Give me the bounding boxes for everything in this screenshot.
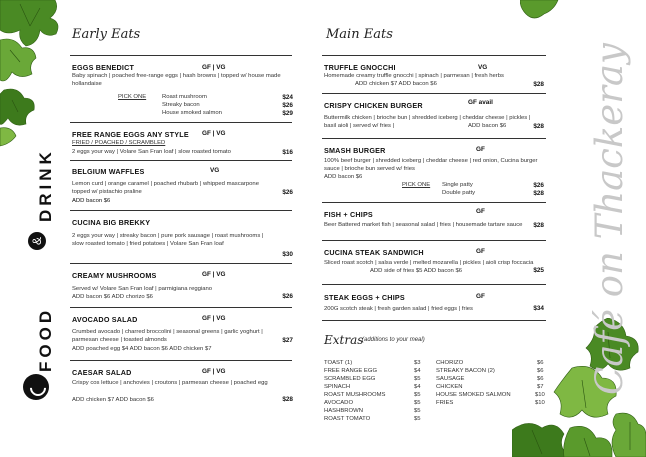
extra-price: $3 <box>414 360 421 366</box>
menu-item-desc: Crumbed avocado | charred broccolini | seasonal greens | garlic yoghurt | parmesan cheese | toasted almonds <box>72 329 263 344</box>
menu-item-name: CUCINA STEAK SANDWICH <box>324 248 424 257</box>
menu-item-price: $28 <box>533 81 544 88</box>
diet-tag: VG <box>478 64 488 71</box>
menu-item-price: $34 <box>533 305 544 312</box>
extra-label: SAUSAGE <box>436 376 465 382</box>
extra-label: ROAST TOMATO <box>324 416 371 422</box>
extra-price: $5 <box>414 376 421 382</box>
extra-price: $7 <box>537 384 544 390</box>
menu-item-price: $25 <box>533 267 544 274</box>
menu-item-desc: Buttermilk chicken | brioche bun | shredded iceberg | cheddar cheese | pickles | basil aioli | served w/ fries | <box>324 115 531 130</box>
extra-label: SPINACH <box>324 384 351 390</box>
diet-tag: GF <box>476 248 485 255</box>
divider <box>322 55 546 56</box>
drink-word: DRINK <box>36 148 55 222</box>
divider <box>70 210 292 211</box>
extra-label: HASHBROWN <box>324 408 363 414</box>
option-price: $24 <box>282 94 293 101</box>
menu-item-add: ADD bacon $6 <box>468 123 507 129</box>
extra-label: TOAST (1) <box>324 360 353 366</box>
divider <box>70 122 292 123</box>
menu-item-price: $26 <box>282 189 293 196</box>
menu-item-desc: 2 eggs your way | streaky bacon | pure pork sausage | roast mushrooms | slow roasted tomato | fried potatoes | Volare San Fran loaf <box>72 233 264 248</box>
style-options: FRIED / POACHED / SCRAMBLED <box>72 140 166 146</box>
food-word: FOOD <box>36 306 55 372</box>
menu-item-price: $16 <box>282 149 293 156</box>
menu-item-price: $28 <box>533 222 544 229</box>
menu-item-desc: 2 eggs your way | Volare San Fran loaf | slow roasted tomato <box>72 149 231 155</box>
extra-price: $4 <box>414 368 421 374</box>
menu-item-add: ADD chicken $7 ADD bacon $6 <box>72 397 154 403</box>
menu-item-desc: Baby spinach | poached free-range eggs | hash browns | topped w/ house made hollandaise <box>72 73 281 88</box>
menu-item-add <box>72 197 110 205</box>
divider <box>322 138 546 139</box>
extra-label: CHICKEN <box>436 384 463 390</box>
menu-item-name: TRUFFLE GNOCCHI <box>324 63 396 72</box>
extra-price: $5 <box>414 416 421 422</box>
diet-tag: GF | VG <box>202 130 226 137</box>
menu-item-name: CUCINA BIG BREKKY <box>72 218 151 227</box>
extra-price: $6 <box>537 376 544 382</box>
divider <box>322 202 546 203</box>
extra-label: CHORIZO <box>436 360 464 366</box>
extras-subheading: (additions to your meal) <box>362 337 425 343</box>
menu-item-desc: 200G scotch steak | fresh garden salad | fried eggs | fries <box>324 306 473 312</box>
extra-price: $5 <box>414 400 421 406</box>
option-label: House smoked salmon <box>162 110 222 116</box>
menu-item-desc: 100% beef burger | shredded iceberg | cheddar cheese | red onion, Cucina burger sauce | brioche bun served w/ fries <box>324 158 538 173</box>
menu-item-name: EGGS BENEDICT <box>72 63 135 72</box>
pick-one-label: PICK ONE <box>118 94 147 100</box>
pick-one-label: PICK ONE <box>402 182 431 188</box>
diet-tag: GF | VG <box>202 368 226 375</box>
menu-item-name: CAESAR SALAD <box>72 368 132 377</box>
option-label: Streaky bacon <box>162 102 200 108</box>
extra-price: $5 <box>414 408 421 414</box>
option-label: Roast mushroom <box>162 94 207 100</box>
menu-item-price: $27 <box>282 337 293 344</box>
menu-item-desc: Served w/ Volare San Fran loaf | parmigiana reggiano <box>72 286 213 292</box>
main-eats-heading: Main Eats <box>326 27 393 42</box>
extra-price: $6 <box>537 368 544 374</box>
diet-tag: GF | VG <box>202 271 226 278</box>
extra-price: $10 <box>535 392 545 398</box>
menu-item-add: ADD bacon $6 <box>324 174 363 180</box>
option-price: $28 <box>533 190 544 197</box>
brand-strip <box>22 112 55 412</box>
option-price: $26 <box>533 182 544 189</box>
option-price: $26 <box>282 102 293 109</box>
option-price: $29 <box>282 110 293 117</box>
extra-label: FRIES <box>436 400 454 406</box>
menu-item-name: CRISPY CHICKEN BURGER <box>324 101 423 110</box>
menu-item-desc: Sliced roast scotch | salsa verde | melted mozarella | pickles | aioli crisp foccacia <box>324 260 534 266</box>
menu-item-name: AVOCADO SALAD <box>72 315 138 324</box>
menu-item-price: $30 <box>282 251 293 258</box>
extra-price: $5 <box>414 392 421 398</box>
menu-item-desc: Lemon curd | orange caramel | poached rhubarb | whipped mascarpone topped w/ pistachio praline <box>72 181 259 196</box>
menu-item-name: FREE RANGE EGGS ANY STYLE <box>72 130 189 139</box>
diet-tag: GF <box>476 293 485 300</box>
grape-leaves-top-right <box>520 0 560 22</box>
ampersand-glyph: & <box>29 236 44 246</box>
early-eats-heading: Early Eats <box>72 27 141 42</box>
menu-item-add: ADD side of fries $5 ADD bacon $6 <box>370 268 463 274</box>
divider <box>322 240 546 241</box>
menu-item-name: SMASH BURGER <box>324 146 386 155</box>
menu-item-name: CREAMY MUSHROOMS <box>72 271 157 280</box>
logo-icon <box>23 374 49 400</box>
divider <box>70 160 292 161</box>
divider <box>70 360 292 361</box>
menu-item-add: ADD bacon $6 ADD chorizo $6 <box>72 294 153 300</box>
script-title: Café on Thackeray <box>588 43 631 395</box>
divider <box>322 320 546 321</box>
divider <box>70 307 292 308</box>
menu-item-add: ADD chicken $7 ADD bacon $6 <box>355 81 437 87</box>
extra-label: FREE RANGE EGG <box>324 368 378 374</box>
extra-price: $6 <box>537 360 544 366</box>
divider <box>322 93 546 94</box>
extra-price: $4 <box>414 384 421 390</box>
diet-tag: GF <box>476 208 485 215</box>
option-label: Double patty <box>442 190 476 196</box>
divider <box>322 284 546 285</box>
option-label: Single patty <box>442 182 473 188</box>
extras-heading: Extras <box>324 333 364 347</box>
extra-label: STREAKY BACON (2) <box>436 368 495 374</box>
extra-label: ROAST MUSHROOMS <box>324 392 386 398</box>
diet-tag: GF avail <box>468 99 493 106</box>
extra-price: $10 <box>535 400 545 406</box>
extra-label: SCRAMBLED EGG <box>324 376 376 382</box>
menu-item-name: FISH + CHIPS <box>324 210 373 219</box>
menu-item-price: $26 <box>282 293 293 300</box>
menu-item-desc: Homemade creamy truffle gnocchi | spinach | parmesan | fresh herbs <box>324 73 504 79</box>
diet-tag: GF | VG <box>202 64 226 71</box>
menu-item-price: $28 <box>533 123 544 130</box>
menu-item-add: ADD poached egg $4 ADD bacon $6 ADD chicken $7 <box>72 346 212 352</box>
diet-tag: GF | VG <box>202 315 226 322</box>
add-text: ADD bacon $6 <box>72 198 111 204</box>
ampersand-badge <box>28 232 46 250</box>
menu-item-price: $28 <box>282 396 293 403</box>
extra-label: HOUSE SMOKED SALMON <box>436 392 511 398</box>
menu-item-name: STEAK EGGS + CHIPS <box>324 293 405 302</box>
divider <box>70 263 292 264</box>
menu-item-desc: Crispy cos lettuce | anchovies | croutons | parmesan cheese | poached egg <box>72 380 268 386</box>
divider <box>70 55 292 56</box>
diet-tag: GF <box>476 146 485 153</box>
menu-item-desc: Beer Battered market fish | seasonal salad | fries | housemade tartare sauce <box>324 222 523 228</box>
diet-tag: VG <box>210 167 220 174</box>
extra-label: AVOCADO <box>324 400 354 406</box>
menu-item-name: BELGIUM WAFFLES <box>72 167 145 176</box>
